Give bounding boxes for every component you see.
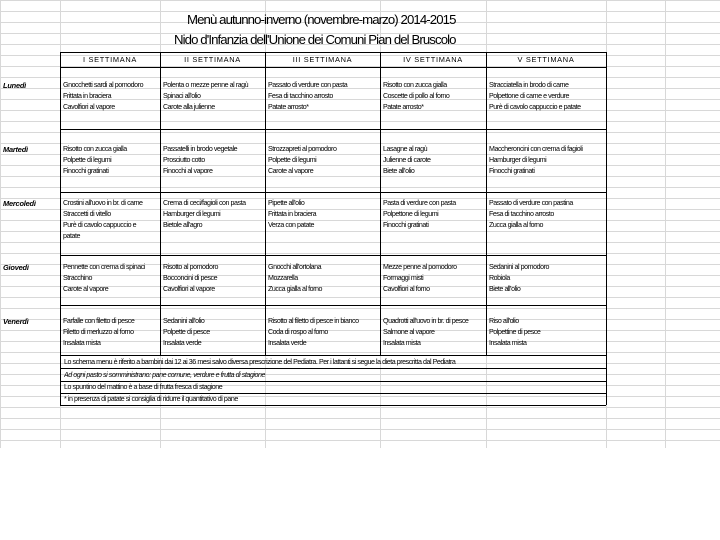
menu-item: Polpettone di legumi [383,210,439,218]
week-header: I SETTIMANA [82,55,138,64]
menu-item: Bietole all'agro [163,221,203,229]
table-border [380,52,381,355]
grid-line [0,297,720,298]
menu-item: Polpettine di pesce [489,328,541,336]
menu-item: Gnocchetti sardi al pomodoro [63,81,144,89]
menu-item: Polpette di pesce [163,328,210,336]
menu-item: Passato di verdure con pasta [268,81,348,89]
menu-item: Stracciatella in brodo di carne [489,81,569,89]
table-border [60,355,606,356]
table-border [606,52,607,355]
menu-item: Fesa di tacchino arrosto [268,92,333,100]
menu-item: Mozzarella [268,274,298,282]
grid-line [0,253,720,254]
grid-line [0,132,720,133]
grid-line [0,77,720,78]
menu-item: Filetto di merluzzo al forno [63,328,134,336]
menu-item: Purè di cavolo cappuccio e patate [489,103,581,111]
menu-item: Patate arrosto* [268,103,309,111]
menu-item: Insalata mista [489,339,527,347]
table-border [60,192,606,193]
menu-item: Finocchi gratinati [489,167,535,175]
menu-item: Coda di rospo al forno [268,328,328,336]
menu-subtitle: Nido d'Infanzia dell'Unione dei Comuni Pian del Bruscolo [174,32,456,47]
menu-item: Carote al vapore [268,167,314,175]
menu-item: Riso all'olio [489,317,519,325]
menu-item: Finocchi al vapore [163,167,213,175]
menu-item: Polenta o mezze penne al ragù [163,81,249,89]
menu-item: Lasagne al ragù [383,145,428,153]
menu-item: Zucca gialla al forno [489,221,544,229]
menu-item: Insalata mista [383,339,421,347]
day-label: Mercoledì [3,199,36,208]
grid-line [0,440,720,441]
menu-item: Polpettone di carne e verdure [489,92,570,100]
table-border [265,52,266,355]
menu-item: Stracchino [63,274,93,282]
menu-item: Insalata mista [63,339,101,347]
menu-item: Sedanini all'olio [163,317,205,325]
menu-item: Salmone al vapore [383,328,435,336]
note-line: * in presenza di patate si consiglia di ridurre il quantitativo di pane [64,395,238,403]
grid-line [0,418,720,419]
grid-line [0,242,720,243]
grid-line [0,187,720,188]
table-border [60,255,606,256]
menu-item: Pasta di verdure con pasta [383,199,456,207]
menu-item: Risotto al filetto di pesce in bianco [268,317,359,325]
menu-item: Polpette di legumi [268,156,317,164]
menu-item: Finocchi gratinati [383,221,429,229]
menu-item: Quadrotti all'uovo in br. di pesce [383,317,469,325]
menu-item: Purè di cavolo cappuccio e [63,221,137,229]
menu-item: Risotto con zucca gialla [63,145,127,153]
menu-item: Cavolfiori al vapore [163,285,215,293]
table-border [486,52,487,355]
menu-item: Formaggi misti [383,274,424,282]
table-border [60,67,606,68]
menu-item: Coscette di pollo al forno [383,92,450,100]
menu-item: Spinaci all'olio [163,92,201,100]
grid-line [0,429,720,430]
grid-line [0,407,720,408]
menu-item: Robiola [489,274,510,282]
menu-item: Biete all'olio [383,167,415,175]
menu-item: Crostini all'uovo in br. di carne [63,199,143,207]
menu-item: Polpette di legumi [63,156,112,164]
table-border [60,129,606,130]
menu-item: Pennette con crema di spinaci [63,263,145,271]
menu-item: Maccheroncini con crema di fagioli [489,145,583,153]
menu-item: Crema di ceci/fagioli con pasta [163,199,246,207]
menu-item: Passato di verdure con pastina [489,199,573,207]
menu-item: Prosciutto cotto [163,156,205,164]
menu-item: Pipette all'olio [268,199,305,207]
menu-item: Strozzapreti al pomodoro [268,145,337,153]
menu-item: Cavolfiori al vapore [63,103,115,111]
week-header: III SETTIMANA [292,55,353,64]
menu-item: Farfalle con filetto di pesce [63,317,135,325]
menu-item: Straccetti di vitello [63,210,111,218]
note-line: Ad ogni pasto si somministrano: pane comune, verdure e frutta di stagione [64,371,265,379]
menu-item: Insalata verde [163,339,202,347]
menu-item: Verza con patate [268,221,315,229]
menu-item: Bocconcini di pesce [163,274,218,282]
table-border [160,52,161,355]
menu-item: patate [63,232,81,240]
menu-item: Risotto con zucca gialla [383,81,447,89]
menu-item: Fesa di tacchino arrosto [489,210,554,218]
menu-item: Passatelli in brodo vegetale [163,145,238,153]
menu-item: Biete all'olio [489,285,521,293]
menu-item: Hamburger di legumi [489,156,547,164]
day-label: Martedì [3,145,28,154]
menu-item: Frittata in braciera [63,92,112,100]
menu-item: Zucca gialla al forno [268,285,323,293]
menu-item: Insalata verde [268,339,307,347]
menu-title: Menù autunno-inverno (novembre-marzo) 2014-2015 [187,12,456,27]
table-border [60,305,606,306]
menu-item: Gnocchi all'ortolana [268,263,322,271]
note-line: Lo spuntino del mattino è a base di frutta fresca di stagione [64,383,223,391]
grid-line [0,0,720,1]
menu-item: Carote alla julienne [163,103,215,111]
menu-item: Risotto al pomodoro [163,263,218,271]
table-border [60,52,61,355]
grid-line [0,0,1,448]
table-border [60,355,61,405]
menu-item: Frittata in braciera [268,210,317,218]
menu-item: Mezze penne al pomodoro [383,263,457,271]
table-border [60,405,606,406]
menu-item: Sedanini al pomodoro [489,263,550,271]
menu-item: Hamburger di legumi [163,210,221,218]
menu-item: Finocchi gratinati [63,167,109,175]
menu-item: Patate arrosto* [383,103,424,111]
day-label: Lunedì [3,81,27,90]
table-border [60,368,606,369]
grid-line [0,308,720,309]
menu-item: Carote al vapore [63,285,109,293]
day-label: Venerdì [3,317,29,326]
menu-item: Julienne di carote [383,156,431,164]
week-header: II SETTIMANA [184,55,241,64]
grid-line [0,176,720,177]
grid-line [665,0,666,448]
day-label: Giovedì [3,263,29,272]
note-line: Lo schema menu è riferito a bambini dai 12 ai 36 mesi salvo diversa prescrizione del Pediatra. Per i lattanti si segue la dieta prescritta dal Pediatra [64,358,456,366]
week-header: IV SETTIMANA [403,55,463,64]
menu-item: Cavolfiori al forno [383,285,430,293]
grid-line [0,352,720,353]
week-header: V SETTIMANA [517,55,575,64]
grid-line [0,121,720,122]
table-border [606,355,607,405]
